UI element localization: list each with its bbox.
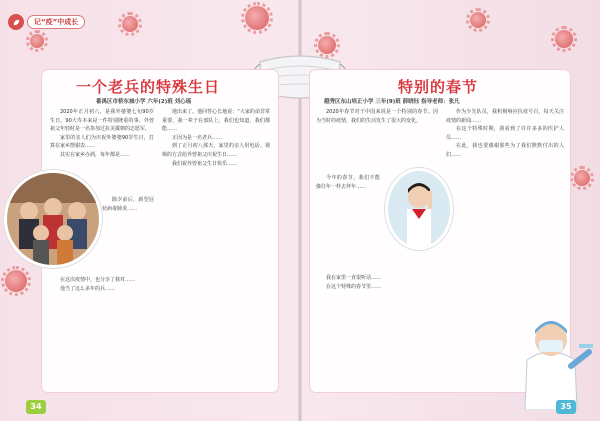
virus-decoration-icon [470, 12, 486, 28]
paragraph: 在这个特殊时期，我看到了许许多多的医护人员…… [446, 126, 564, 141]
paragraph: 在此，我也要感谢那些为了我们默默付出的人们…… [446, 143, 564, 158]
article-title: 一个老兵的特殊生日 [76, 78, 221, 96]
family-photo [4, 170, 102, 268]
paragraph: 今年的春节，我们不能像往年一样去拜年…… [316, 175, 380, 190]
paragraph: 除夕前后，新型冠状病毒肺炎…… [102, 197, 154, 212]
paragraph: 我们祝外曾祖父生日快乐…… [172, 160, 238, 167]
student-photo [385, 168, 453, 250]
family-photo-image [7, 173, 99, 265]
article-column [50, 276, 154, 386]
section-header [8, 14, 85, 30]
article-column [316, 108, 438, 170]
virus-decoration-icon [5, 270, 27, 292]
student-photo-image [388, 171, 450, 247]
article-byline: 番禺区市桥东城小学 六年(2)班 刘心瑶 [96, 99, 192, 105]
virus-decoration-icon [555, 30, 573, 48]
paragraph: 在这个特殊的春节里…… [326, 283, 382, 290]
virus-decoration-icon [245, 6, 269, 30]
paragraph: 2020年正月初八，是我外婆婆七旬90岁生日。90大寿本来是一件特别隆重的事，外曾祖父年轻时是一名参加过抗美援朝的志愿军。 [50, 109, 154, 133]
paragraph: 到了正月初八那天，家里的亲人用电话、视频的方式给外曾祖父庆祝生日…… [162, 143, 270, 158]
paragraph: 他当了这么多年的兵…… [60, 285, 116, 292]
page-number-right: 35 [556, 400, 576, 414]
paragraph: 在这次疫情中，也分享了我对…… [60, 277, 136, 283]
virus-decoration-icon [122, 16, 138, 32]
virus-decoration-icon [30, 34, 44, 48]
paragraph: 正因为是一名老兵…… [172, 134, 223, 141]
page-number-left: 34 [26, 400, 46, 414]
paragraph: 作为少先队员，我积极响应抗疫号召，每天关注疫情的新闻…… [446, 109, 564, 124]
article-column [316, 274, 438, 386]
paragraph: 其实在家乡办酒，每年都是…… [60, 151, 131, 158]
article-byline: 越秀区东山培正小学 三年(9)班 薛晓钰 指导老师：张凡 [324, 99, 460, 105]
paragraph: 2020年春节对于中国来说是一个特别的春节。因为当时的疫情，我们的生活发生了很大的变化。 [316, 109, 438, 124]
doctor-illustration [505, 300, 595, 410]
virus-decoration-icon [574, 170, 590, 186]
paragraph: 地出来了。他回答心长地说：“大家的命非常重要，我一辈子在部队上，我们也知道，我们都能…… [162, 109, 270, 133]
article-column [102, 196, 154, 268]
paragraph: 我在家里一直很听话…… [326, 275, 382, 281]
article-column [316, 174, 380, 270]
article-title: 特别的春节 [398, 78, 479, 96]
article-column [162, 108, 270, 386]
leaf-icon [8, 14, 24, 30]
section-label: 记“疫”中成长 [27, 15, 85, 29]
paragraph: 家里的亲人们为庆祝外婆婆90岁生日，打算在家乡摆谢表…… [50, 134, 154, 150]
